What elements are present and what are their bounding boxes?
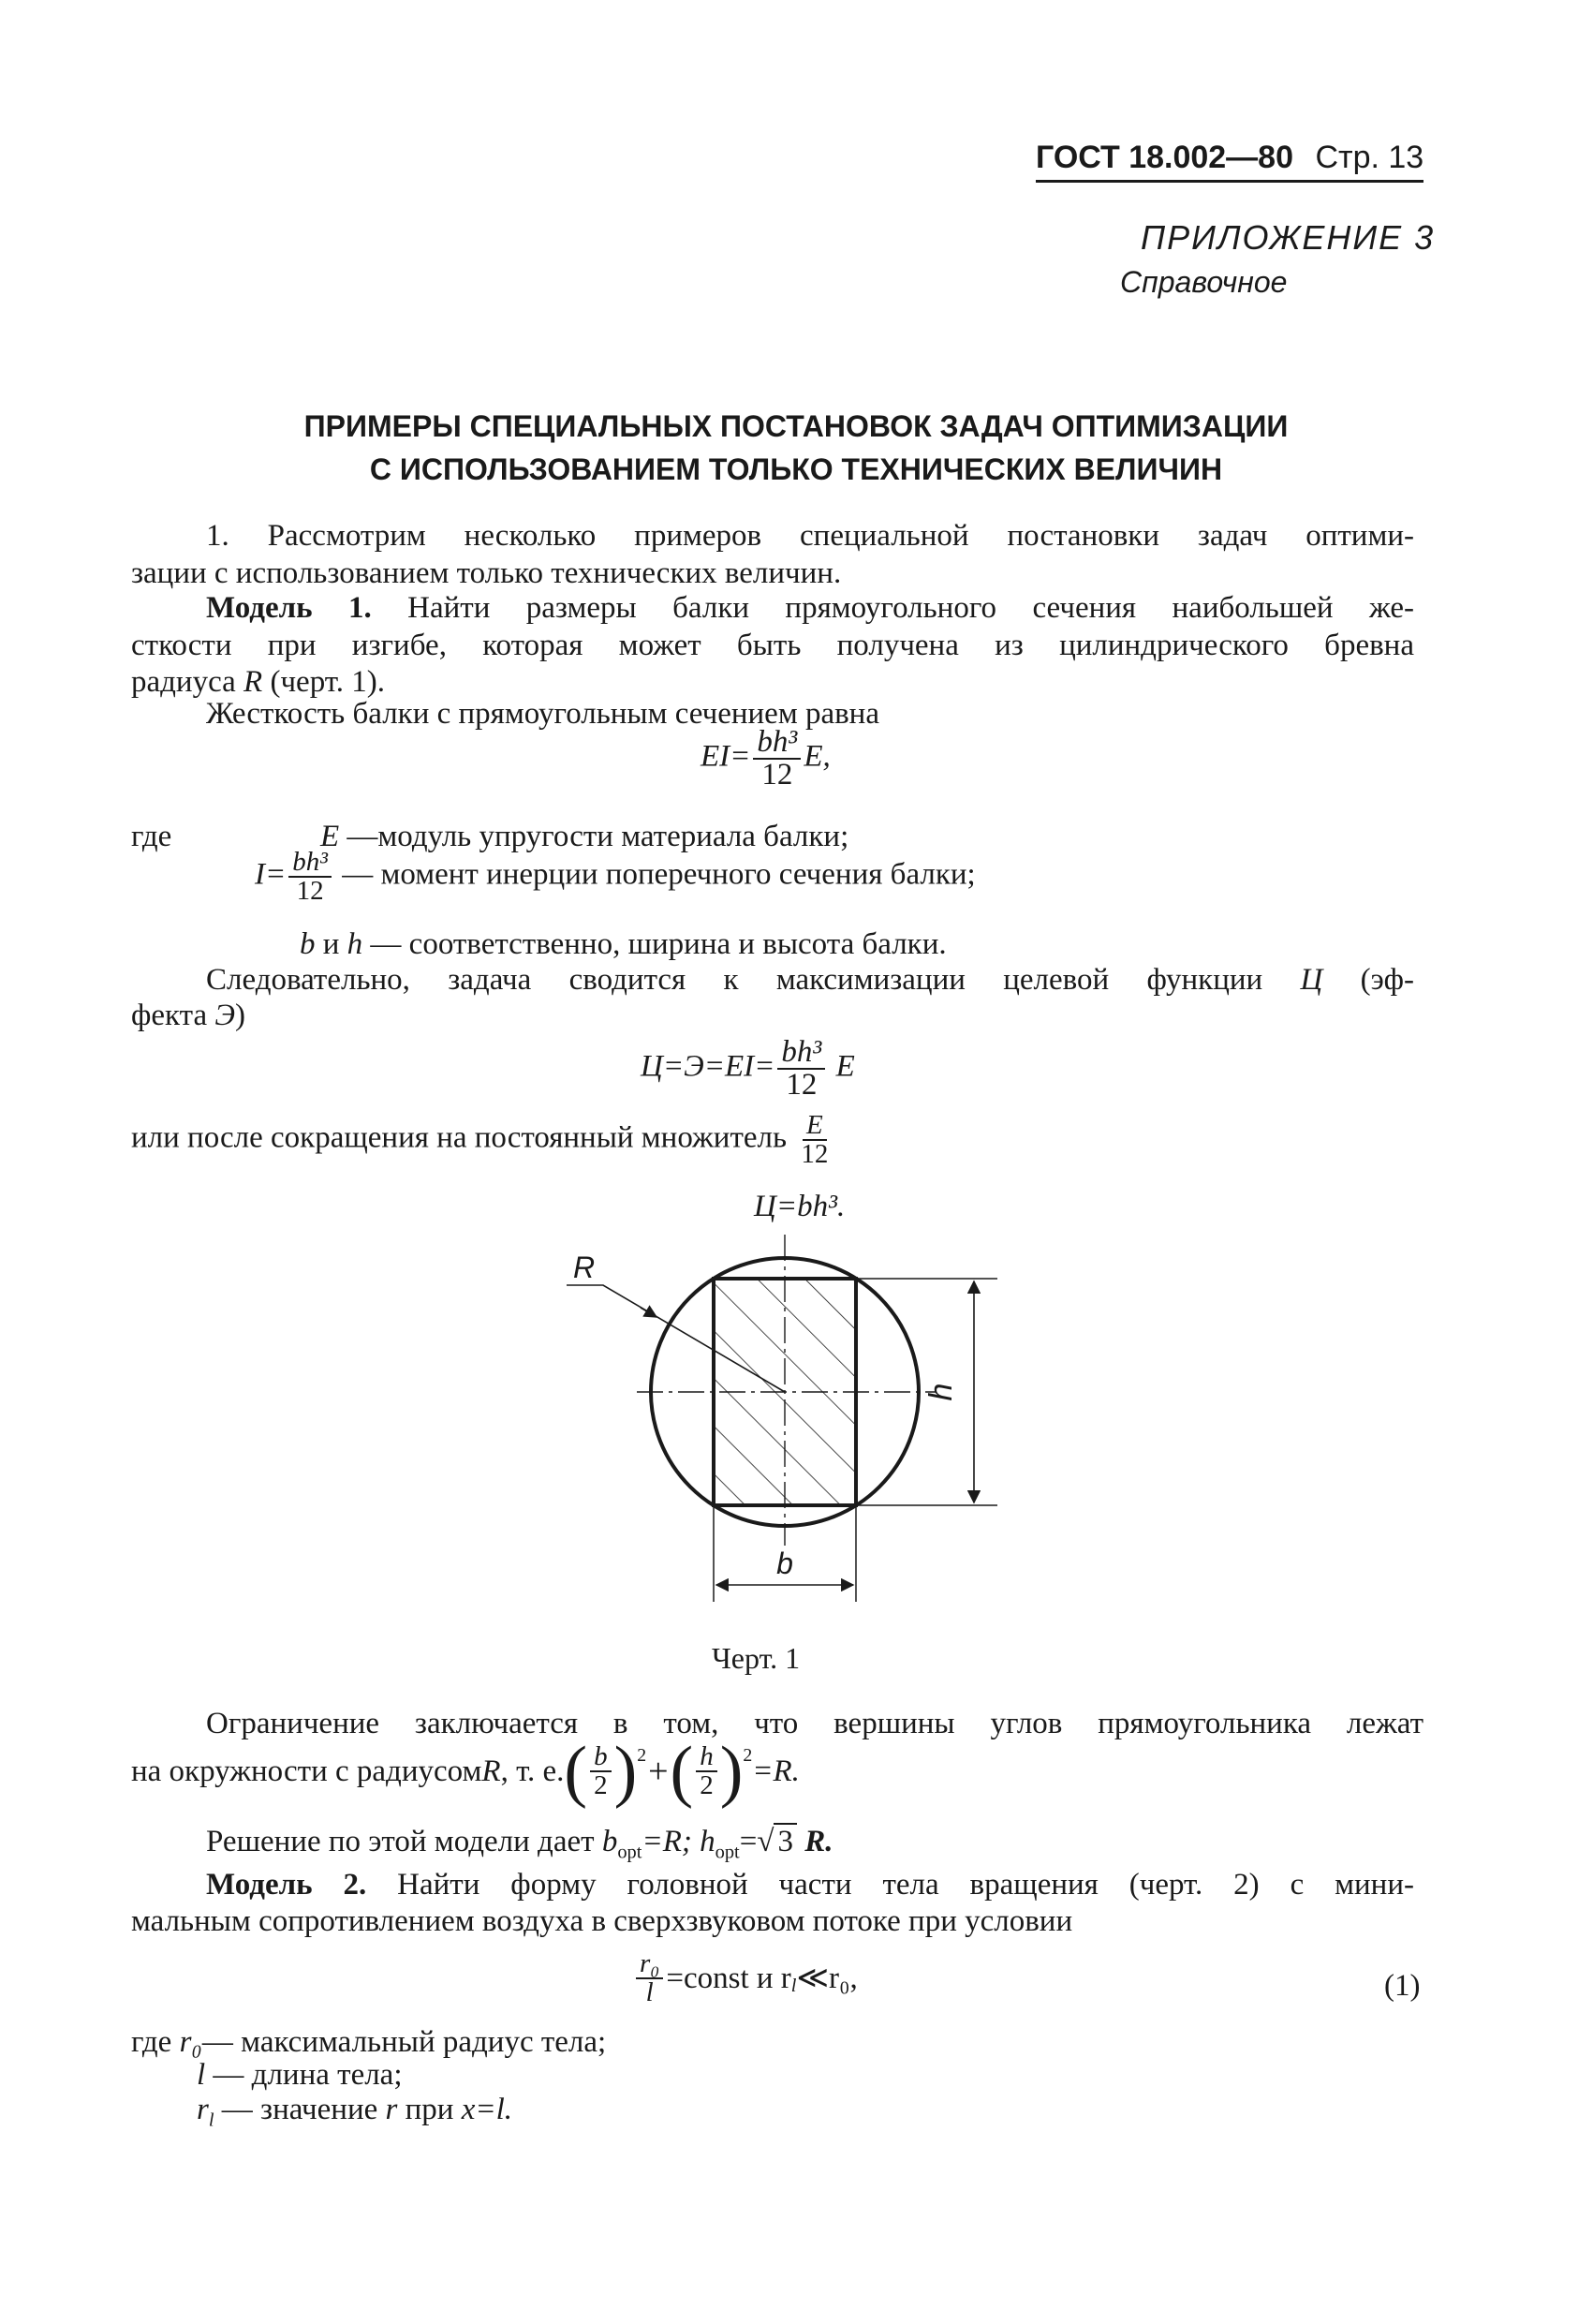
stiffness-text: Жесткость балки с прямоугольным сечением равна (206, 697, 879, 731)
equation-target: Ц=Э=EI= $\frac{\text{bh³}}{12}$ E (641, 1035, 855, 1102)
where-label: где (131, 820, 172, 853)
figure-label-b: b (776, 1547, 793, 1580)
solution-line: Решение по этой модели дает $b_{opt}=R$; $h_{opt}=√$ 3 R. (206, 1825, 833, 1863)
page-number: Стр. 13 (1315, 140, 1424, 175)
constraint-line1: Ограничение заключается в том, что вершины углов прямоугольника лежат (206, 1707, 1423, 1740)
def-E: E —модуль упругости материала балки; (320, 820, 849, 853)
model1-line1: Модель 1. Найти размеры балки прямоугольного сечения наибольшей же- (206, 591, 1414, 625)
def-rl: $r_l$ — значение r при x=l. (197, 2093, 513, 2131)
radius-arrow (641, 1308, 656, 1317)
model2-line2: мальным сопротивлением воздуха в сверхзвуковом потоке при условии (131, 1904, 1073, 1938)
model2-label: Модель 2. (206, 1868, 367, 1902)
appendix-title: ПРИЛОЖЕНИЕ 3 (1141, 218, 1436, 257)
def-l: l — длина тела; (197, 2058, 403, 2092)
figure-1-beam-section (562, 1227, 1030, 1630)
model1-line3: радиуса R (черт. 1). (131, 665, 385, 699)
model1-line2: сткости при изгибе, которая может быть получена из цилиндрического бревна (131, 629, 1414, 662)
def-I: I= $\frac{\text{bh³}}{12}$ — момент инерции поперечного сечения балки; (255, 847, 976, 906)
section-heading-line1: ПРИМЕРЫ СПЕЦИАЛЬНЫХ ПОСТАНОВОК ЗАДАЧ ОПТИМИЗАЦИИ (303, 409, 1289, 443)
equation-1-number: (1) (1384, 1969, 1421, 2003)
gost-number: ГОСТ 18.002—80 (1036, 140, 1294, 175)
paragraph-1-line2: зации с использованием только технических величин. (131, 556, 842, 590)
figure-label-h: h (923, 1383, 959, 1401)
def-r0: где r₀— максимальный радиус тела; (131, 2025, 607, 2059)
consequence-line2: фекта Э) (131, 999, 245, 1032)
paragraph-1-line1: 1. Рассмотрим несколько примеров специальной постановки задач оптими- (206, 519, 1414, 553)
figure-caption: Черт. 1 (712, 1641, 801, 1675)
consequence-line1: Следовательно, задача сводится к максимизации целевой функции Ц (эф- (206, 963, 1414, 997)
constraint-line2: на окружности с радиусом R , т. е. ( $\frac{b}{2}$ ) $^2$ + ( $\frac{h}{2}$ ) $^2$ =R. (131, 1733, 800, 1810)
equation-1: $\frac{\text{r₀}}{l}$ =const и r $_l$ ≪r₀, (633, 1950, 858, 2006)
section-heading-line2: С ИСПОЛЬЗОВАНИЕМ ТОЛЬКО ТЕХНИЧЕСКИХ ВЕЛИЧИН (369, 452, 1223, 486)
running-header (1036, 139, 1423, 183)
equation-reduced: Ц=bh³. (754, 1190, 846, 1223)
model2-line1: Модель 2. Найти форму головной части тела вращения (черт. 2) с мини- (206, 1868, 1414, 1902)
def-b-h: b и h — соответственно, ширина и высота балки. (300, 927, 947, 961)
figure-label-R: R (573, 1251, 596, 1284)
appendix-subtitle: Справочное (1120, 265, 1288, 299)
model1-label: Модель 1. (206, 591, 372, 625)
equation-stiffness: EI= $\frac{\text{bh³}}{12}$ E, (701, 725, 831, 792)
section-heading (187, 405, 1405, 491)
reduce-text: или после сокращения на постоянный множитель $\frac{E}{12}$ (131, 1110, 829, 1169)
